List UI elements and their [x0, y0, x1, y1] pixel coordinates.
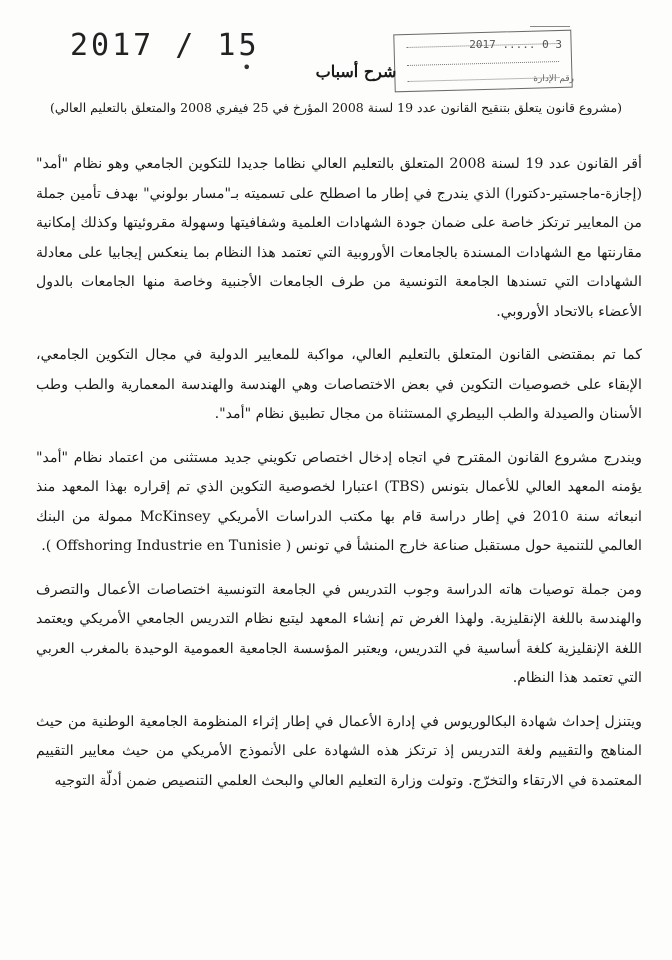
paragraph: كما تم بمقتضى القانون المتعلق بالتعليم العالي، مواكبة للمعايير الدولية في مجال التكوين الجامعي، الإبقاء على خصوصيات التكوين في بعض الاختصاصات وهي الهندسة والهندسة المعمارية والطب وطب الأسنان والصيدلة والطب البيطري المستثناة من مجال تطبيق نظام "أمد".	[36, 347, 642, 422]
handwritten-mark: •	[242, 58, 252, 77]
paragraph: ومن جملة توصيات هاته الدراسة وجوب التدريس في الجامعة التونسية اختصاصات الأعمال والتصرف والهندسة باللغة الإنقليزية. ولهذا الغرض تم إنشاء المعهد ليتبع نظام التدريس الجامعي الأمريكي ويعتمد اللغة الإنقليزية كلغة أساسية في التدريس، ويعتبر المؤسسة الجامعية العمومية الوحيدة بالمغرب العربي التي تعتمد هذا النظام.	[36, 581, 642, 686]
paragraph: ويتنزل إحداث شهادة البكالوريوس في إدارة الأعمال في إطار إثراء المنظومة الجامعية الوطنية من حيث المناهج والتقييم ولغة التدريس إذ ترتكز هذه الشهادة على الأنموذج الأمريكي من حيث معايير التقييم المعتمدة في الارتقاء والتخرّج. وتولت وزارة التعليم العالي والبحث العلمي التنصيص ضمن أدلّة التوجيه	[36, 713, 642, 789]
document-body	[36, 150, 642, 810]
document-number: 2017 / 15	[70, 28, 260, 63]
paragraph: ويندرج مشروع القانون المقترح في اتجاه إدخال اختصاص تكويني جديد مستثنى من اعتماد نظام "أمد" يؤمنه المعهد العالي للأعمال بتونس (TBS) اعتبارا لخصوصية التكوين الذي تم إقراره بهذا المعهد منذ انبعاثه سنة 2010 في إطار دراسة قام بها مكتب الدراسات الأمريكي McKinsey ممولة من البنك العالمي للتنمية حول مستقبل صناعة خارج المنشأ في تونس ( Offshoring Industrie en Tunisie ).	[36, 449, 643, 554]
stamp-date: 2017 ..... 0 3	[469, 38, 562, 51]
document-subtitle: (مشروع قانون يتعلق بتنقيح القانون عدد 19 لسنة 2008 المؤرخ في 25 فيفري 2008 والمتعلق بالتعليم العالي)	[49, 100, 623, 115]
paragraph: أقر القانون عدد 19 لسنة 2008 المتعلق بالتعليم العالي نظاما جديدا للتكوين الجامعي وهو نظام "أمد"(إجازة-ماجستير-دكتورا) الذي يندرج في إطار ما اصطلح على تسميته بـ"مسار بولوني" بهدف تأمين جملة من المعايير ترتكز خاصة على ضمان جودة الشهادات العلمية وشفافيتها وسهولة مقروئيتها وكذلك إمكانية مقارنتها مع الشهادات المسندة بالجامعات الأوروبية التي تعتمد هذا النظام بما ينعكس إيجابيا على معادلة الشهادات التي تسندها الجامعة التونسية من طرف الجامعات الأجنبية وخاصة منها الجامعات بالدول الأعضاء بالاتحاد الأوروبي.	[36, 156, 642, 320]
stamp-caption: رقم الإدارة	[533, 74, 574, 84]
stamp-top-mark	[530, 10, 570, 27]
document-title: شرح أسباب	[315, 62, 397, 81]
